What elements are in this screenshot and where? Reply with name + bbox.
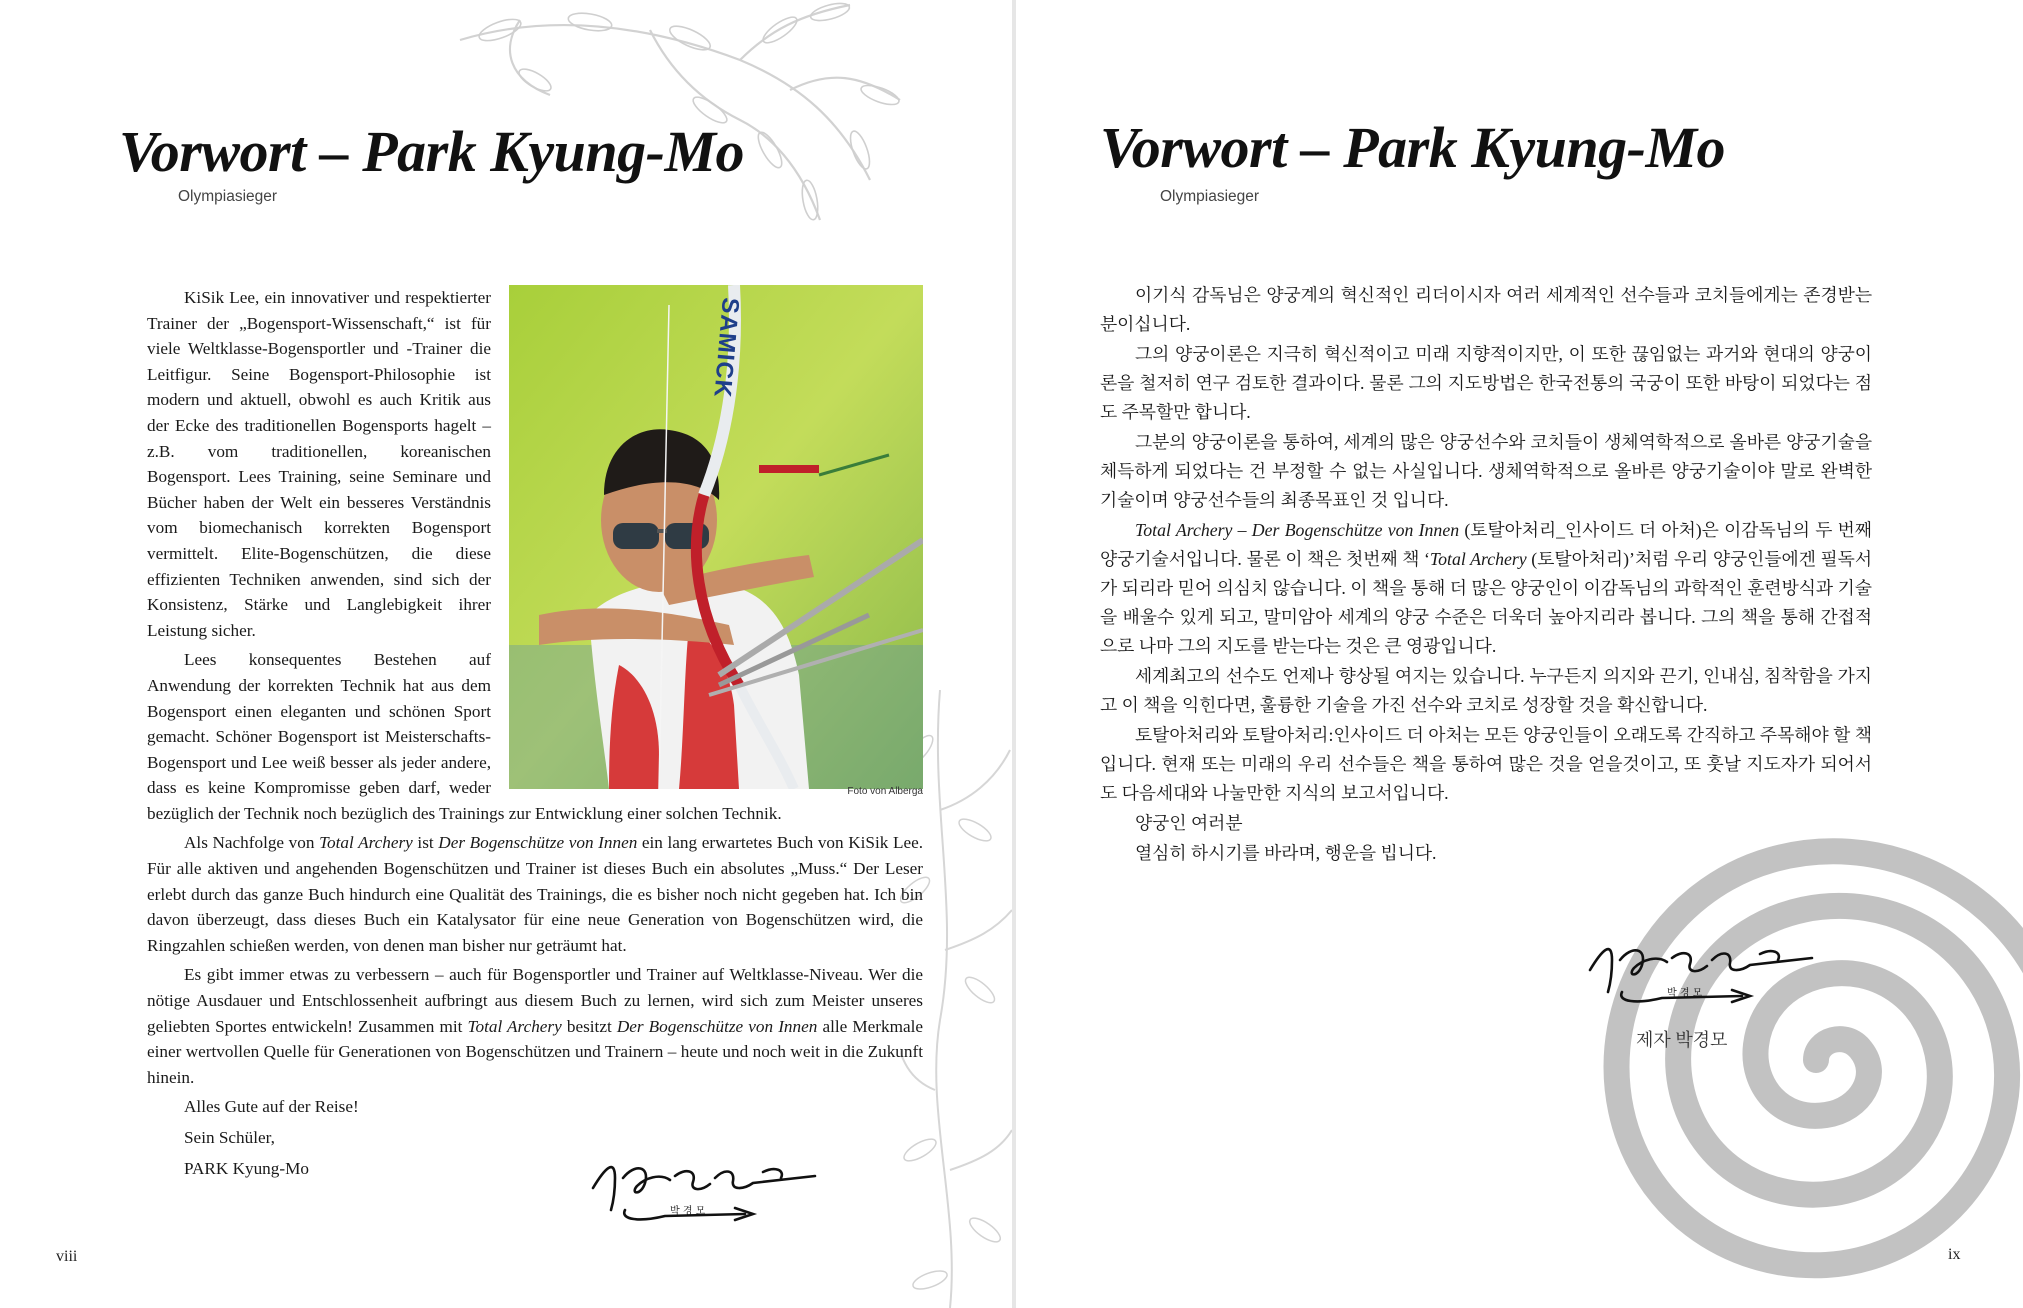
paragraph-3: 그분의 양궁이론을 통하여, 세계의 많은 양궁선수와 코치들이 생체역학적으로 올바른 양궁기술을 체득하게 되었다는 건 부정할 수 없는 사실입니다. 생체역학적으로 올바른 양궁기술이야 말로 완벽한 기술이며 양궁선수들의 최종목표인 것 입니다. — [1100, 432, 1872, 510]
svg-text:박 경 모: 박 경 모 — [670, 1206, 706, 1217]
paragraph-2: 그의 양궁이론은 지극히 혁신적이고 미래 지향적이지만, 이 또한 끊임없는 과거와 현대의 양궁이론을 철저히 연구 검토한 결과이다. 물론 그의 지도방법은 한국전통의 국궁이 또한 바탕이 되었다는 점도 주목할만 합니다. — [1100, 344, 1872, 422]
page-subtitle: Olympiasieger — [1160, 188, 1260, 205]
foreword-text-ko — [1100, 281, 1872, 869]
paragraph-1: KiSik Lee, ein innovativer und respektierter Trainer der „Bogensport-Wissenschaft,“ ist für viele Weltklasse-Bogensportler und -Trainer die Leitfigur. Seine Bogensport-Philosophie ist modern und aktuell, obwohl es auch Kritik aus der Ecke des traditionellen Bogensports hagelt – z.B. vom traditionellen, koreanischen Bogensport. Lees Training, seine Seminare und Bücher haben der Welt ein besseres Verständnis vom biomechanisch korrekten Bogensport vermittelt. Elite-Bogenschützen, die diese effizienten Techniken anwenden, sind sich der Konsistenz, Stärke und Langlebigkeit ihrer Leistung sicher. — [147, 288, 491, 640]
page-subtitle: Olympiasieger — [178, 188, 278, 205]
paragraph-2: Lees konsequentes Bestehen auf Anwendung der korrekten Technik hat aus dem Bogensport einen eleganten und schönen Sport gemacht. Schöner Bogensport ist Meisterschafts-Bogensport und Lee weiß besser als jeder andere, dass es keine Kompromisse geben darf, weder bezüglich der Technik noch bezüglich des Trainings zur Entwicklung einer solchen Technik. — [147, 650, 782, 823]
paragraph-3: Als Nachfolge von Total Archery ist Der Bogenschütze von Innen ein lang erwartetes Buch von KiSik Lee. Für alle aktiven und angehenden Bogenschützen und Trainer ist dieses Buch ein absolutes „Muss.“ Der Leser erlebt durch das ganze Buch hindurch eine Qualität des Trainings, die es bisher noch nicht gegeben hat. Ich bin davon überzeugt, dass dieses Buch ein Katalysator für eine neue Generation von Bogenschützen wird, die Ringzahlen schießen werden, von denen man bisher nur geträumt hat. — [147, 833, 923, 955]
paragraph-1: 이기식 감독님은 양궁계의 혁신적인 리더이시자 여러 세계적인 선수들과 코치들에게는 존경받는 분이십니다. — [1100, 285, 1872, 334]
closing-name: PARK Kyung-Mo — [184, 1158, 309, 1178]
page-number: ix — [1948, 1246, 1961, 1263]
paragraph-6: 토탈아처리와 토탈아처리:인사이드 더 아처는 모든 양궁인들이 오래도록 간직하고 주목해야 할 책입니다. 현재 또는 미래의 우리 선수들은 책을 통하여 많은 것을 얻을것이고, 또 훗날 지도자가 되어서도 다음세대와 나눌만한 지식의 보고서입니다. — [1100, 725, 1872, 803]
paragraph-4: Es gibt immer etwas zu verbessern – auch für Bogensportler und Trainer auf Weltklasse-Niveau. Wer die nötige Ausdauer und Entschlossenheit aufbringt aus diesem Buch zu lernen, wird sich zum Meister unseres geliebten Sportes entwickeln! Zusammen mit Total Archery besitzt Der Bogenschütze von Innen alle Merkmale einer wertvollen Quelle für Generationen von Bogenschützen und Trainern – heute und noch weit in die Zukunft hinein. — [147, 965, 923, 1087]
archer-photo — [509, 285, 923, 798]
closing-relation: Sein Schüler, — [184, 1128, 275, 1147]
right-page — [1016, 0, 2023, 1308]
closing-greeting: Alles Gute auf der Reise! — [184, 1097, 359, 1117]
svg-text:박 경 모: 박 경 모 — [1667, 988, 1703, 999]
paragraph-8: 열심히 하시기를 바라며, 행운을 빕니다. — [1135, 843, 1437, 863]
page-title: Vorwort – Park Kyung-Mo — [1100, 115, 1726, 180]
paragraph-4: Total Archery – Der Bogenschütze von Innen (토탈아처리_인사이드 더 아처)은 이감독님의 두 번째 양궁기술서입니다. 물론 이 책은 첫번째 책 ‘Total Archery (토탈아처리)’처럼 우리 양궁인들에겐 필독서가 되리라 믿어 의심치 않습니다. 이 책을 통해 더 많은 양궁인이 이감독님의 과학적인 훈련방식과 기술을 배울수 있게 되고, 말미암아 세계의 양궁 수준은 더욱더 높아지리라 봅니다. 그의 책을 통해 간접적으로 나마 그의 지도를 받는다는 것은 큰 영광입니다. — [1100, 520, 1872, 656]
paragraph-5: 세계최고의 선수도 언제나 향상될 여지는 있습니다. 누구든지 의지와 끈기, 인내심, 침착함을 가지고 이 책을 익힌다면, 훌륭한 기술을 가진 선수와 코치로 성장할 것을 확신합니다. — [1100, 666, 1872, 715]
page-number: viii — [56, 1248, 78, 1265]
photo-credit: Foto von Alberga — [847, 786, 923, 798]
page-title: Vorwort – Park Kyung-Mo — [119, 119, 745, 184]
foreword-text-de — [147, 285, 923, 1186]
signature-name: 제자 박경모 — [1636, 1030, 1728, 1050]
paragraph-7: 양궁인 여러분 — [1135, 813, 1243, 833]
signature — [585, 1148, 835, 1228]
bow-brand-text: SAMICK — [708, 296, 744, 400]
signature — [1582, 930, 1832, 1010]
